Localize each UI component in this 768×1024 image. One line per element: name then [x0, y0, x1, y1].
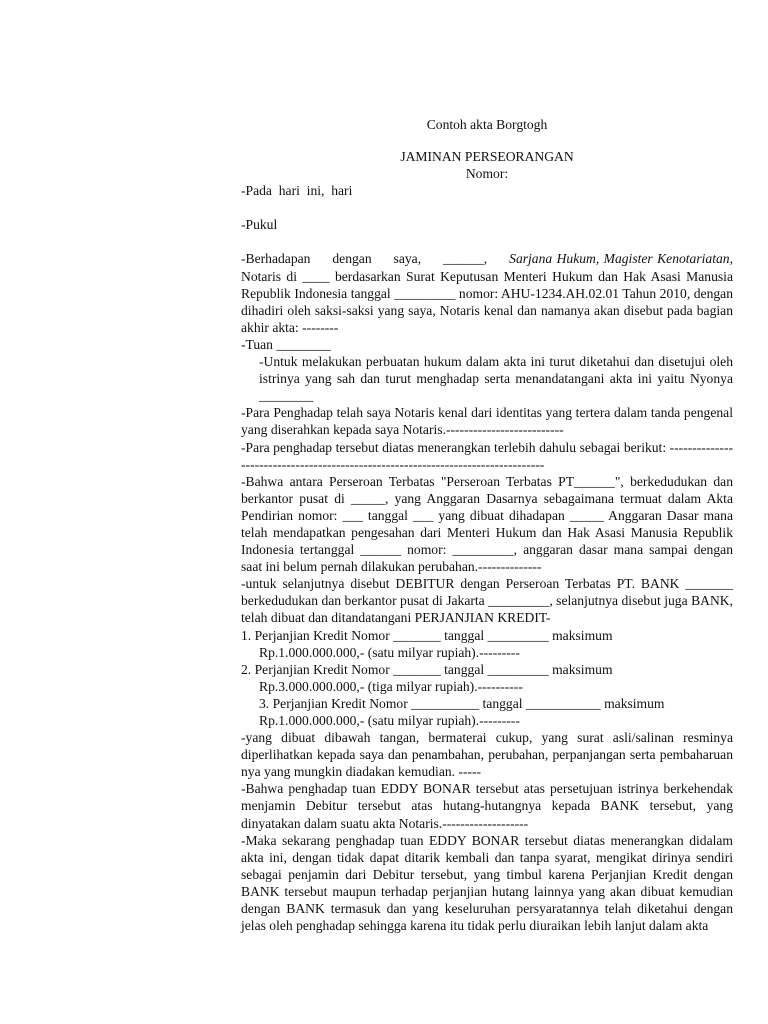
credit-agreement-3 — [241, 695, 733, 729]
document-title: Contoh akta Borgtogh — [426, 117, 548, 132]
company-paragraph: -Bahwa antara Perseroan Terbatas "Perseroan Terbatas PT______", berkedudukan dan berkantor pusat di _____, yang Anggaran Dasarnya sebagaimana termuat dalam Akta Pendirian nomor: ___ tanggal ___ yang dibuat dihadapan _____ Anggaran Dasar mana telah mendapatkan pengesahan dari Menteri Hukum dan Hak Asasi Manusia Republik Indonesia tertanggal ______ nomor: _________, anggaran dasar mana sampai dengan saat ini belum pernah dilakukan perubahan.-------------- — [241, 473, 733, 575]
credit-3-amount: Rp.1.000.000.000,- (satu milyar rupiah).--------- — [259, 713, 520, 728]
guarantee-statement-paragraph: -Maka sekarang penghadap tuan EDDY BONAR tersebut diatas menerangkan didalam akta ini, dengan tidak dapat ditarik kembali dan tanpa syarat, mengikat dirinya sendiri sebagai penjamin dari Debitur tersebut, yang timbul karena Perjanjian Kredit dengan BANK tersebut maupun terhadap perjanjian hutang lainnya yang akan dibuat kemudian dengan BANK termasuk dan yang keseluruhan persyaratannya telah diketahui dengan jelas oleh penghadap sehingga karena itu tidak perlu diuraikan lebih lanjut dalam akta — [241, 832, 733, 934]
credit-2-amount: Rp.3.000.000.000,- (tiga milyar rupiah).---------- — [259, 678, 523, 694]
guarantee-intent-paragraph: -Bahwa penghadap tuan EDDY BONAR tersebut atas persetujuan istrinya berkehendak menjamin Debitur tersebut atas hutang-hutangnya kepada BANK tersebut, yang dinyatakan dalam suatu akta Notaris.------------------- — [241, 781, 733, 831]
underhand-paragraph: -yang dibuat dibawah tangan, bermaterai cukup, yang surat asli/salinan resminya diperlihatkan kepada saya dan penambahan, perubahan, perpanjangan serta pembaharuan nya yang mungkin diadakan kemudian. ----- — [241, 730, 733, 780]
credit-agreement-2 — [241, 661, 733, 695]
notary-title: Sarjana Hukum, Magister Kenotariatan — [509, 251, 730, 267]
appearance-paragraph: -Berhadapan dengan saya, ______, Sarjana Hukum, Magister Kenotariatan, Notaris di ____ berdasarkan Surat Keputusan Menteri Hukum dan Hak Asasi Manusia Republik Indonesia tanggal _________ nomor: AHU-1234.AH.02.01 Tahun 2010, dengan dihadiri oleh saksi-saksi yang saya, Notaris kenal dan namanya akan disebut pada bagian akhir akta: -------- — [241, 251, 733, 335]
wife-consent-paragraph: -Untuk melakukan perbuatan hukum dalam akta ini turut diketahui dan disetujui oleh istrinya yang sah dan turut menghadap serta menandatangani akta ini yaitu Nyonya ________ — [259, 354, 733, 404]
time-line: -Pukul — [241, 217, 278, 233]
known-identity-paragraph: -Para Penghadap telah saya Notaris kenal dari identitas yang tertera dalam tanda pengenal yang diserahkan kepada saya Notaris.-------------------------- — [241, 405, 733, 438]
document-body — [241, 116, 733, 934]
debtor-paragraph: -untuk selanjutnya disebut DEBITUR dengan Perseroan Terbatas PT. BANK _______ berkedudukan dan berkantor pusat di Jakarta _________, selanjutnya disebut juga BANK, telah dibuat dan ditandatangani PERJANJIAN KREDIT- — [241, 576, 733, 626]
deed-heading: JAMINAN PERSEORANGAN — [400, 149, 574, 165]
explanation-paragraph: -Para penghadap tersebut diatas menerangkan terlebih dahulu sebagai berikut: --------------------------------------------------------------------------------- — [241, 439, 733, 472]
deed-number-label: Nomor: — [465, 166, 509, 182]
credit-agreement-1 — [241, 627, 733, 661]
day-line: -Pada hari ini, hari — [241, 183, 353, 199]
credit-1-line: 1. Perjanjian Kredit Nomor _______ tanggal _________ maksimum — [241, 627, 613, 643]
credit-2-line: 2. Perjanjian Kredit Nomor _______ tanggal _________ maksimum — [241, 661, 613, 677]
tuan-line: -Tuan ________ — [241, 336, 331, 352]
credit-1-amount: Rp.1.000.000.000,- (satu milyar rupiah).--------- — [259, 644, 520, 660]
credit-3-line: 3. Perjanjian Kredit Nomor __________ tanggal ___________ maksimum — [259, 695, 665, 711]
